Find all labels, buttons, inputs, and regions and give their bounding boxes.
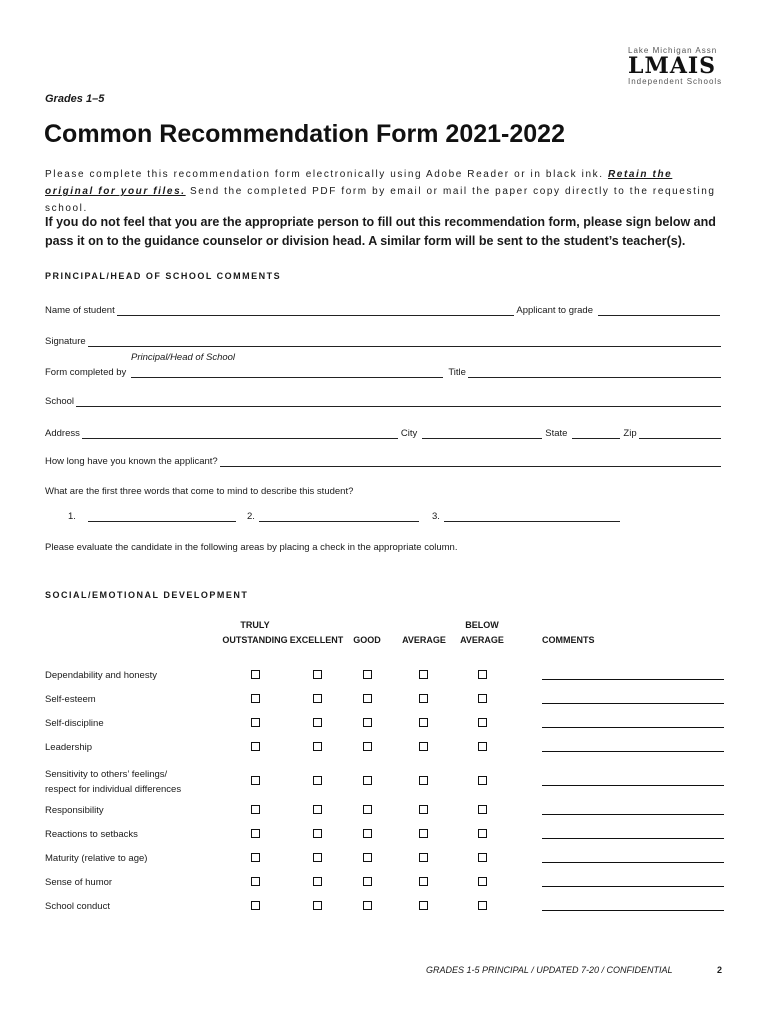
word-1-row (68, 511, 236, 522)
rating-checkbox[interactable] (478, 877, 487, 886)
comment-field[interactable] (542, 785, 724, 786)
three-words-question (45, 486, 723, 497)
student-name-label: Name of student (45, 305, 115, 316)
completed-by-label: Form completed by (45, 367, 127, 378)
intro-emphasis: Retain the original for your files. (45, 169, 673, 197)
comment-field[interactable] (542, 751, 724, 752)
column-header-good (345, 618, 389, 648)
rating-checkbox[interactable] (363, 742, 372, 751)
comment-field[interactable] (542, 703, 724, 704)
title-field[interactable] (468, 368, 721, 378)
rating-checkbox[interactable] (478, 805, 487, 814)
rating-checkbox[interactable] (419, 776, 428, 785)
column-header-below-average (456, 618, 508, 648)
rating-checkbox[interactable] (363, 829, 372, 838)
student-name-row (45, 305, 723, 316)
grade-field[interactable] (598, 306, 720, 316)
rating-checkbox[interactable] (313, 829, 322, 838)
rating-checkbox[interactable] (419, 877, 428, 886)
completed-by-field[interactable] (131, 368, 443, 378)
school-label: School (45, 396, 75, 407)
trait-label-line1: Self-esteem (45, 694, 96, 705)
rating-checkbox[interactable] (313, 805, 322, 814)
signature-field[interactable] (88, 337, 721, 347)
trait-label (45, 875, 112, 890)
rating-checkbox[interactable] (363, 805, 372, 814)
trait-label (45, 851, 147, 866)
address-row (45, 428, 723, 439)
intro-part2: Send the completed PDF form by email or mail the paper copy directly to the requesting school. (45, 186, 716, 214)
word-3-row (432, 511, 620, 522)
comment-field[interactable] (542, 838, 724, 839)
rating-checkbox[interactable] (363, 718, 372, 727)
column-header-truly-outstanding (222, 618, 288, 648)
state-field[interactable] (572, 429, 620, 439)
comment-field[interactable] (542, 886, 724, 887)
trait-label-line1: Sensitivity to others’ feelings/ (45, 769, 168, 780)
rating-checkbox[interactable] (251, 776, 260, 785)
comment-field[interactable] (542, 910, 724, 911)
word-2-label: 2. (247, 511, 255, 522)
rating-checkbox[interactable] (419, 805, 428, 814)
known-field[interactable] (220, 457, 721, 467)
trait-label-line1: Reactions to setbacks (45, 829, 138, 840)
rating-checkbox[interactable] (363, 670, 372, 679)
logo-top-text: Lake Michigan Assn (628, 46, 718, 55)
rating-checkbox[interactable] (313, 742, 322, 751)
column-header-line2: GOOD (353, 635, 381, 645)
principal-section-heading: PRINCIPAL/HEAD OF SCHOOL COMMENTS (45, 271, 282, 281)
rating-checkbox[interactable] (251, 718, 260, 727)
rating-checkbox[interactable] (251, 670, 260, 679)
footer-text: GRADES 1-5 PRINCIPAL / UPDATED 7-20 / CONFIDENTIAL (426, 965, 673, 975)
rating-checkbox[interactable] (313, 694, 322, 703)
rating-checkbox[interactable] (251, 901, 260, 910)
rating-checkbox[interactable] (419, 742, 428, 751)
rating-checkbox[interactable] (363, 877, 372, 886)
address-label: Address (45, 428, 80, 439)
rating-checkbox[interactable] (478, 742, 487, 751)
comment-field[interactable] (542, 862, 724, 863)
rating-checkbox[interactable] (251, 805, 260, 814)
column-header-comments: COMMENTS (542, 635, 595, 645)
rating-checkbox[interactable] (251, 877, 260, 886)
rating-checkbox[interactable] (363, 776, 372, 785)
rating-checkbox[interactable] (313, 718, 322, 727)
rating-checkbox[interactable] (363, 694, 372, 703)
rating-checkbox[interactable] (363, 853, 372, 862)
trait-label (45, 767, 181, 797)
rating-checkbox[interactable] (313, 670, 322, 679)
trait-label (45, 827, 138, 842)
lmais-logo (628, 46, 723, 86)
rating-checkbox[interactable] (478, 853, 487, 862)
logo-bottom-text: Independent Schools (628, 77, 723, 86)
rating-checkbox[interactable] (478, 901, 487, 910)
word-1-label: 1. (68, 511, 76, 522)
grade-label: Applicant to grade (516, 305, 593, 316)
trait-label (45, 668, 157, 683)
comment-field[interactable] (542, 679, 724, 680)
page-number: 2 (717, 965, 723, 975)
three-words-label: What are the first three words that come to mind to describe this student? (45, 486, 354, 497)
notice-paragraph: If you do not feel that you are the appropriate person to fill out this recommendation form, please sign below and pass it on to the guidance counselor or division head. A similar form will be sent to the student’s teacher(s). (45, 215, 716, 248)
evaluate-instruction: Please evaluate the candidate in the following areas by placing a check in the appropriate column. (45, 542, 458, 553)
trait-label (45, 716, 104, 731)
intro-paragraph (45, 166, 725, 217)
rating-checkbox[interactable] (419, 829, 428, 838)
trait-label (45, 899, 110, 914)
rating-checkbox[interactable] (419, 718, 428, 727)
logo-main-text: LMAIS (628, 53, 717, 79)
rating-checkbox[interactable] (478, 694, 487, 703)
column-header-line2: EXCELLENT (289, 635, 344, 645)
rating-checkbox[interactable] (313, 853, 322, 862)
trait-label-line1: Responsibility (45, 805, 104, 816)
comment-field[interactable] (542, 727, 724, 728)
city-label: City (400, 428, 418, 439)
trait-label-line1: Self-discipline (45, 718, 104, 729)
trait-label-line1: Dependability and honesty (45, 670, 157, 681)
social-section-heading: SOCIAL/EMOTIONAL DEVELOPMENT (45, 590, 249, 600)
column-header-excellent (289, 618, 344, 648)
rating-checkbox[interactable] (419, 694, 428, 703)
trait-label (45, 692, 96, 707)
column-header-line2: AVERAGE (402, 635, 446, 645)
rating-checkbox[interactable] (251, 742, 260, 751)
column-header-line1 (289, 618, 344, 633)
rating-checkbox[interactable] (419, 853, 428, 862)
title-label: Title (448, 367, 466, 378)
rating-checkbox[interactable] (478, 829, 487, 838)
rating-checkbox[interactable] (251, 853, 260, 862)
known-row (45, 456, 723, 467)
rating-checkbox[interactable] (363, 901, 372, 910)
signature-caption: Principal/Head of School (131, 352, 236, 363)
zip-field[interactable] (639, 429, 721, 439)
page-title: Common Recommendation Form 2021-2022 (44, 120, 565, 148)
rating-checkbox[interactable] (313, 901, 322, 910)
word-2-row (247, 511, 419, 522)
word-3-field[interactable] (444, 512, 620, 522)
word-2-field[interactable] (259, 512, 419, 522)
word-1-field[interactable] (88, 512, 236, 522)
trait-label-line1: Maturity (relative to age) (45, 853, 148, 864)
completed-by-row (45, 367, 723, 378)
rating-checkbox[interactable] (251, 694, 260, 703)
signature-row (45, 336, 723, 347)
trait-label (45, 740, 92, 755)
rating-checkbox[interactable] (478, 718, 487, 727)
column-header-line1 (398, 618, 450, 633)
rating-checkbox[interactable] (419, 901, 428, 910)
column-header-line1 (345, 618, 389, 633)
school-field[interactable] (76, 397, 721, 407)
trait-label-line1: School conduct (45, 901, 110, 912)
zip-label: Zip (623, 428, 637, 439)
trait-label-line2: respect for individual differences (45, 784, 182, 795)
comment-field[interactable] (542, 814, 724, 815)
word-3-label: 3. (432, 511, 440, 522)
city-field[interactable] (422, 429, 542, 439)
rating-checkbox[interactable] (313, 877, 322, 886)
rating-checkbox[interactable] (478, 670, 487, 679)
address-field[interactable] (82, 429, 398, 439)
intro-part1: Please complete this recommendation form electronically using Adobe Reader or in black ink. (45, 169, 608, 180)
column-header-line2: AVERAGE (460, 635, 504, 645)
column-header-line2: OUTSTANDING (222, 635, 288, 645)
trait-label-line1: Leadership (45, 742, 93, 753)
rating-checkbox[interactable] (251, 829, 260, 838)
rating-checkbox[interactable] (419, 670, 428, 679)
trait-label-line1: Sense of humor (45, 877, 113, 888)
grades-label: Grades 1–5 (45, 93, 105, 105)
state-label: State (545, 428, 568, 439)
column-header-line1: BELOW (465, 620, 499, 630)
rating-checkbox[interactable] (478, 776, 487, 785)
signature-label: Signature (45, 336, 86, 347)
school-row (45, 396, 723, 407)
trait-label (45, 803, 104, 818)
rating-checkbox[interactable] (313, 776, 322, 785)
student-name-field[interactable] (117, 306, 515, 316)
column-header-average (398, 618, 450, 648)
known-label: How long have you known the applicant? (45, 456, 218, 467)
column-header-line1: TRULY (240, 620, 270, 630)
